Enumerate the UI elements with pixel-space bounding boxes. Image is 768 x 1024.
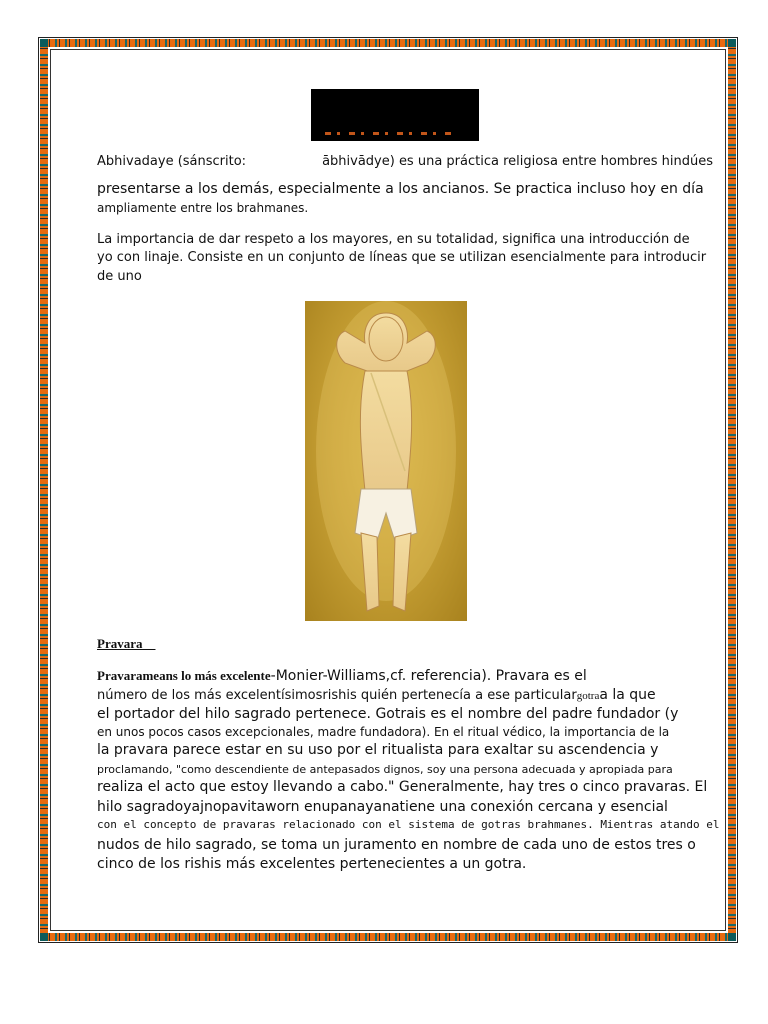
abhivadaye-figure-image [305, 301, 467, 621]
pravara-line-6: proclamando, "como descendiente de antepasados dignos, soy una persona adecuada y apropiada para [97, 763, 673, 776]
pravara-line-4: en unos pocos casos excepcionales, madre fundadora). En el ritual védico, la importancia de la [97, 725, 670, 739]
pravara-line-9: con el concepto de pravaras relacionado con el sistema de gotras brahmanes. Mientras atando el [97, 818, 720, 831]
pravara-line-10: nudos de hilo sagrado, se toma un juramento en nombre de cada uno de estos tres o [97, 837, 696, 853]
paragraph-2-line-2: yo con linaje. Consiste en un conjunto de líneas que se utilizan esencialmente para introducir [97, 250, 707, 265]
intro-term: Abhivadaye (sánscrito: [97, 154, 247, 169]
section-heading-pravara: Pravara [97, 636, 143, 651]
intro-line-1 [97, 154, 713, 169]
pravara-line-1: Pravarameans lo más excelente-Monier-Williams,cf. referencia). Pravara es el [97, 668, 587, 684]
paragraph-2-line-1: La importancia de dar respeto a los mayores, en su totalidad, significa una introducción de [97, 232, 690, 247]
intro-definition: ābhivādye) es una práctica religiosa entre hombres hindúes [322, 154, 714, 169]
pravara-line-8: hilo sagradoyajnopavitaworn enupanayanatiene una conexión cercana y esencial [97, 799, 668, 815]
pravara-line-2: número de los más excelentísimosrishis quién pertenecía a ese particulargotraa la que [97, 687, 656, 703]
intro-line-3: ampliamente entre los brahmanes. [97, 201, 309, 215]
pravara-line-11: cinco de los rishis más excelentes pertenecientes a un gotra. [97, 856, 527, 872]
intro-line-2: presentarse a los demás, especialmente a los ancianos. Se practica incluso hoy en día [97, 181, 704, 197]
pravara-line-3: el portador del hilo sagrado pertenece. Gotrais es el nombre del padre fundador (y [97, 706, 679, 722]
pravara-line-5: la pravara parece estar en su uso por el ritualista para exaltar su ascendencia y [97, 742, 659, 758]
pravara-line-7: realiza el acto que estoy llevando a cabo." Generalmente, hay tres o cinco pravaras. El [97, 779, 708, 795]
header-image [311, 89, 479, 141]
paragraph-2-line-3: de uno [97, 269, 142, 284]
